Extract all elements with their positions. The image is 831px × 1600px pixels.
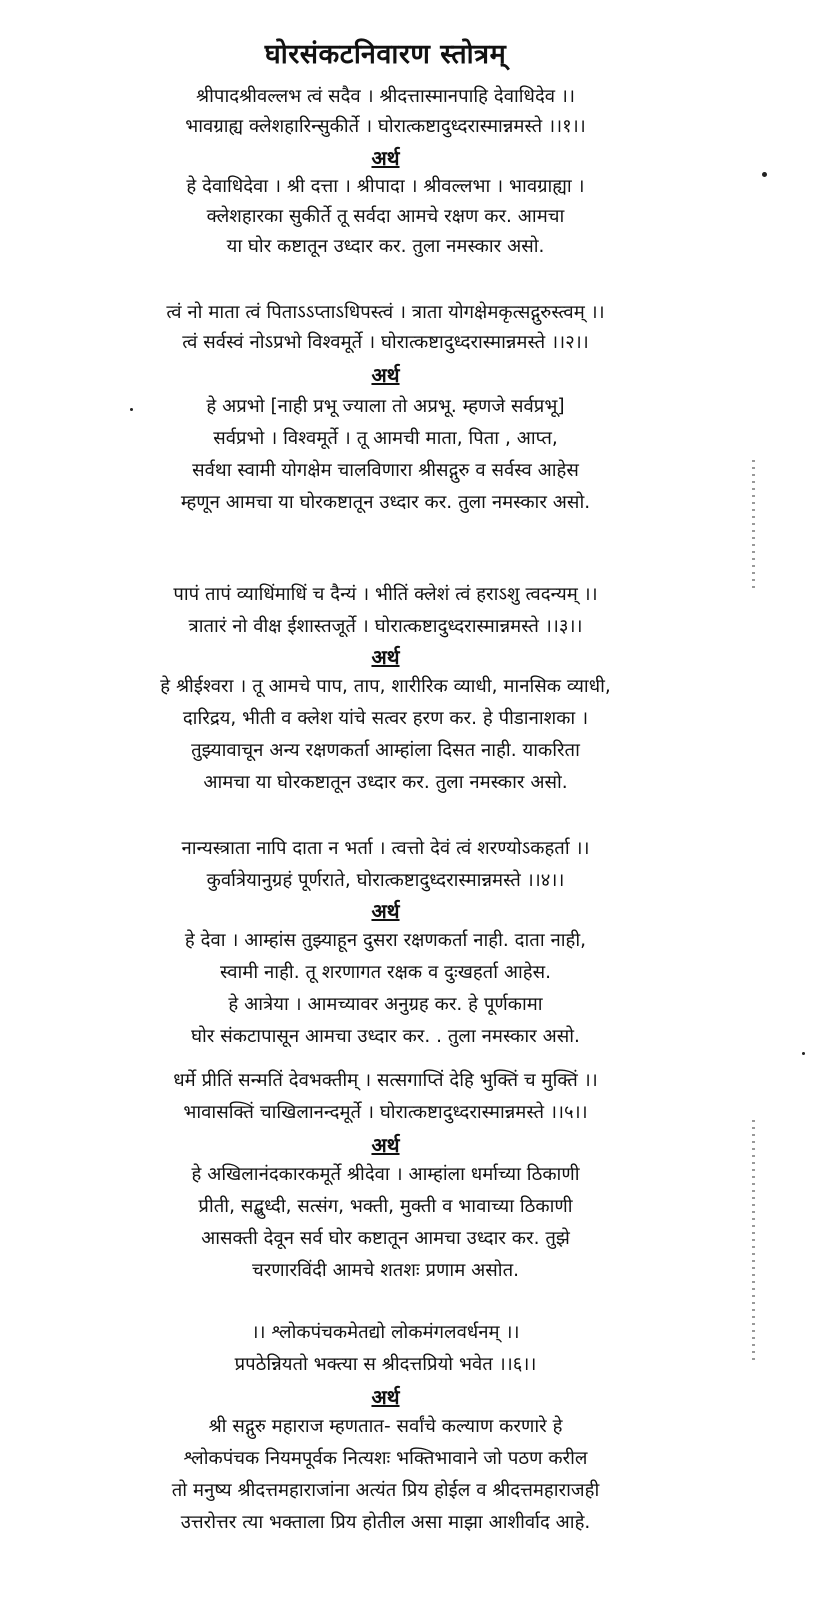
verse-2-meaning-line-1: हे अप्रभो [नाही प्रभू ज्याला तो अप्रभू. म्हणजे सर्वप्रभू] <box>206 396 565 417</box>
verse-6-meaning-line-4: उत्तरोत्तर त्या भक्ताला प्रिय होतील असा माझा आशीर्वाद आहे. <box>180 1512 591 1533</box>
verse-6-meaning-line-3: तो मनुष्य श्रीदत्तमहाराजांना अत्यंत प्रिय होईल व श्रीदत्तमहाराजही <box>171 1480 600 1501</box>
verse-1-line-2: भावग्राह्य क्लेशहारिन्सुकीर्ते । घोरात्कष्टादुध्दरास्मान्नमस्ते ।।१।। <box>185 116 586 137</box>
verse-5-meaning-line-2: प्रीती, सद्बुध्दी, सत्संग, भक्ती, मुक्ती व भावाच्या ठिकाणी <box>198 1196 573 1217</box>
verse-2-meaning-line-4: म्हणून आमचा या घोरकष्टातून उध्दार कर. तुला नमस्कार असो. <box>180 492 591 513</box>
verse-1-meaning-line-3: या घोर कष्टातून उध्दार कर. तुला नमस्कार असो. <box>226 236 545 257</box>
verse-5-line-2: भावासक्तिं चाखिलानन्दमूर्ते । घोरात्कष्टादुध्दरास्मान्नमस्ते ।।५।। <box>183 1102 588 1123</box>
page-title: घोरसंकटनिवारण स्तोत्रम् <box>264 39 507 70</box>
verse-3-meaning-line-2: दारिद्रय, भीती व क्लेश यांचे सत्वर हरण कर. हे पीडानाशका । <box>182 708 589 729</box>
verse-4-meaning-line-2: स्वामी नाही. तू शरणागत रक्षक व दुःखहर्ता आहेस. <box>220 962 551 983</box>
verse-4-line-1: नान्यस्त्राता नापि दाता न भर्ता । त्वत्तो देवं त्वं शरण्योऽकहर्ता ।। <box>181 838 590 859</box>
verse-3-line-1: पापं तापं व्याधिंमाधिं च दैन्यं । भीतिं क्लेशं त्वं हराऽशु त्वदन्यम् ।। <box>173 584 598 605</box>
verse-5-meaning-line-4: चरणारविंदी आमचे शतशः प्रणाम असोत. <box>251 1260 520 1281</box>
verse-4-meaning-heading: अर्थ <box>371 899 400 923</box>
scan-speck <box>802 1052 805 1055</box>
verse-4-meaning-line-4: घोर संकटापासून आमचा उध्दार कर. . तुला नमस्कार असो. <box>191 1026 580 1047</box>
verse-2-line-2: त्वं सर्वस्वं नोऽप्रभो विश्वमूर्ते । घोरात्कष्टादुध्दरास्मान्नमस्ते ।।२।। <box>182 332 589 353</box>
verse-6-meaning-heading: अर्थ <box>371 1385 400 1409</box>
verse-6-line-2: प्रपठेन्नियतो भक्त्या स श्रीदत्तप्रियो भवेत ।।६।। <box>234 1354 537 1375</box>
verse-5-meaning-heading: अर्थ <box>371 1133 400 1157</box>
verse-2-meaning-line-3: सर्वथा स्वामी योगक्षेम चालविणारा श्रीसद्गुरु व सर्वस्व आहेस <box>192 460 579 481</box>
verse-3-meaning-line-4: आमचा या घोरकष्टातून उध्दार कर. तुला नमस्कार असो. <box>203 772 568 793</box>
verse-1-line-1: श्रीपादश्रीवल्लभ त्वं सदैव । श्रीदत्तास्मानपाहि देवाधिदेव ।। <box>196 86 575 107</box>
scan-margin-noise <box>752 1120 755 1360</box>
verse-4-meaning-line-1: हे देवा । आम्हांस तुझ्याहून दुसरा रक्षणकर्ता नाही. दाता नाही, <box>184 930 587 951</box>
verse-3-meaning-line-3: तुझ्यावाचून अन्य रक्षणकर्ता आम्हांला दिसत नाही. याकरिता <box>191 740 580 761</box>
verse-2-meaning-line-2: सर्वप्रभो । विश्वमूर्ते । तू आमची माता, पिता , आप्त, <box>213 428 558 449</box>
verse-1-meaning-heading: अर्थ <box>371 146 400 170</box>
verse-5-meaning-line-3: आसक्ती देवून सर्व घोर कष्टातून आमचा उध्दार कर. तुझे <box>201 1228 570 1249</box>
verse-6-meaning-line-1: श्री सद्गुरु महाराज म्हणतात- सर्वांचे कल्याण करणारे हे <box>208 1416 563 1437</box>
verse-4-meaning-line-3: हे आत्रेया । आमच्यावर अनुग्रह कर. हे पूर्णकामा <box>228 994 543 1015</box>
verse-3-meaning-line-1: हे श्रीईश्वरा । तू आमचे पाप, ताप, शारीरिक व्याधी, मानसिक व्याधी, <box>160 676 611 697</box>
verse-3-line-2: त्रातारं नो वीक्ष ईशास्तजूर्ते । घोरात्कष्टादुध्दरास्मान्नमस्ते ।।३।। <box>188 616 583 637</box>
scan-margin-noise <box>752 460 755 590</box>
verse-2-meaning-heading: अर्थ <box>371 363 400 387</box>
verse-3-meaning-heading: अर्थ <box>371 645 400 669</box>
verse-5-meaning-line-1: हे अखिलानंदकारकमूर्ते श्रीदेवा । आम्हांला धर्माच्या ठिकाणी <box>191 1164 580 1185</box>
verse-6-meaning-line-2: श्लोकपंचक नियमपूर्वक नित्यशः भक्तिभावाने जो पठण करील <box>183 1448 588 1469</box>
verse-2-line-1: त्वं नो माता त्वं पिताऽऽप्ताऽधिपस्त्वं । त्राता योगक्षेमकृत्सद्गुरुस्त्वम् ।। <box>166 302 605 323</box>
scan-speck <box>130 408 133 411</box>
verse-4-line-2: कुर्वात्रेयानुग्रहं पूर्णराते, घोरात्कष्टादुध्दरास्मान्नमस्ते ।।४।। <box>206 870 565 891</box>
verse-1-meaning-line-1: हे देवाधिदेवा । श्री दत्ता । श्रीपादा । श्रीवल्लभा । भावग्राह्या । <box>186 176 585 197</box>
verse-1-meaning-line-2: क्लेशहारका सुकीर्ते तू सर्वदा आमचे रक्षण कर. आमचा <box>206 206 565 227</box>
verse-5-line-1: धर्मे प्रीतिं सन्मतिं देवभक्तीम् । सत्सगाप्तिं देहि भुक्तिं च मुक्तिं ।। <box>173 1070 598 1091</box>
scan-speck <box>762 172 767 177</box>
verse-6-line-1: ।। श्लोकपंचकमेतद्यो लोकमंगलवर्धनम् ।। <box>251 1322 520 1343</box>
